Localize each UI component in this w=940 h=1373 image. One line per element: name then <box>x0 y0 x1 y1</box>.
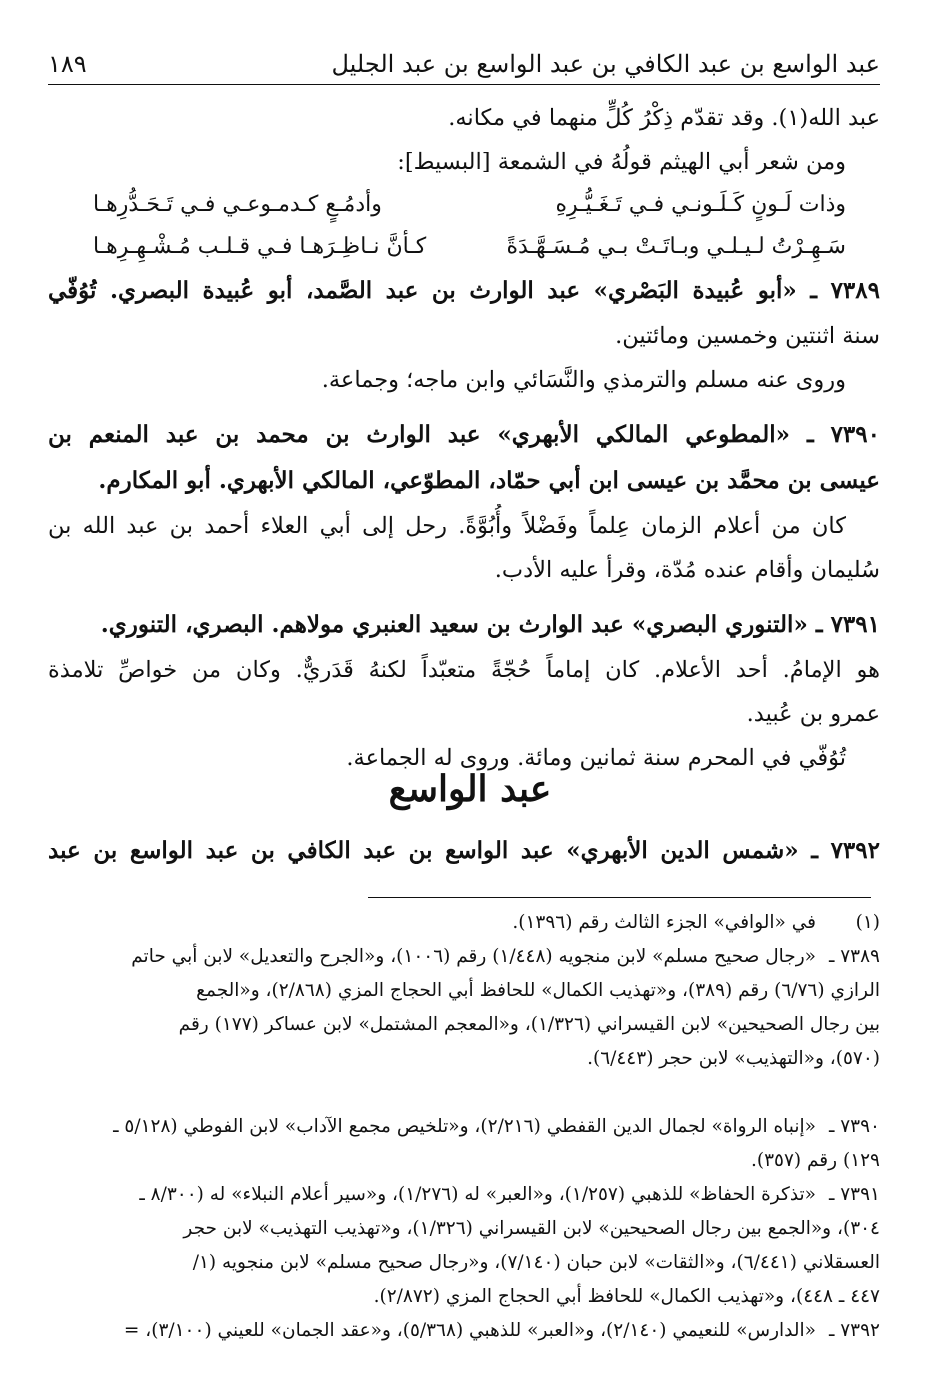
footnote-text: «إنباه الرواة» لجمال الدين القفطي (٢/٢١٦)، و«تلخيص مجمع الآداب» لابن الفوطي (٥/١٢٨ ـ <box>113 1116 816 1137</box>
footnote-continuation: العسقلاني (٦/٤٤١)، و«الثقات» لابن حبان (٧/١٤٠)، و«رجال صحيح مسلم» لابن منجويه (١/ <box>192 1252 880 1273</box>
entry-heading: ٧٣٩٠ ـ «المطوعي المالكي الأبهري» عبد الوارث بن محمد بن عبد المنعم بن <box>48 421 880 448</box>
footnotes <box>44 906 880 1348</box>
footnote-text: في «الوافي» الجزء الثالث رقم (١٣٩٦). <box>512 912 816 933</box>
verse-first-hemistich: وذات لَـونٍ كَـلَـونـي فـي تَـغَـيُّـرِهِ <box>555 192 846 217</box>
entry-heading: ٧٣٨٩ ـ «أبو عُبيدة البَصْري» عبد الوارث بن عبد الصَّمد، أبو عُبيدة البصري. تُوُفّي <box>48 277 880 304</box>
entry-text-line: هو الإمامُ. أحد الأعلام. كان إماماً حُجّةً متعبّداً لكنهُ قَدَريٌّ. وكان من خواصِّ تلامذة <box>48 657 880 683</box>
running-header <box>48 38 880 78</box>
footnote <box>44 940 880 974</box>
page-number: ١٨٩ <box>48 50 87 78</box>
footnote-text: «رجال صحيح مسلم» لابن منجويه (١/٤٤٨) رقم (١٠٠٦)، و«الجرح والتعديل» لابن أبي حاتم <box>131 946 816 967</box>
footnote-text: «تذكرة الحفاظ» للذهبي (١/٢٥٧)، و«العبر» له (١/٢٧٦)، و«سير أعلام النبلاء» له (٨/٣٠٠ ـ <box>139 1184 816 1205</box>
footnote-continuation <box>44 1076 880 1110</box>
footnote-continuation: (٥٧٠)، و«التهذيب» لابن حجر (٦/٤٤٣). <box>587 1048 880 1069</box>
entry-heading: ٧٣٩٢ ـ «شمس الدين الأبهري» عبد الواسع بن عبد الكافي بن عبد الواسع بن عبد <box>48 837 880 864</box>
entry-text-line: سُليمان وأقام عنده مُدّة، وقرأ عليه الأدب. <box>494 557 880 583</box>
footnote <box>44 906 880 940</box>
verse-line <box>48 184 880 226</box>
entry-text-line: كان من أعلام الزمان عِلماً وفَضْلاً وأُبُوَّةً. رحل إلى أبي العلاء أحمد بن عبد الله بن <box>48 513 846 539</box>
verse-second-hemistich: وأدمُـعٍ كـدمـوعـي فـي تَـحَـدُّرِهـا <box>93 192 382 217</box>
text-line: ومن شعر أبي الهيثم قولُهُ في الشمعة [البسيط]: <box>397 149 846 175</box>
footnote-continuation: ٤٤٧ ـ ٤٤٨)، و«تهذيب الكمال» للحافظ أبي الحجاج المزي (٢/٨٧٢). <box>373 1286 880 1307</box>
footnote-number: ٧٣٨٩ ـ <box>828 946 880 967</box>
verse-line <box>48 226 880 268</box>
verse-first-hemistich: سَـهِـرْتُ لـيـلـي وبـاتَـتْ بـي مُـسَـهَّـدَةً <box>506 234 846 259</box>
entry-text-line: سنة اثنتين وخمسين ومائتين. <box>615 323 880 349</box>
entry-text-line: عمرو بن عُبيد. <box>746 701 880 727</box>
section-entry <box>48 828 880 874</box>
footnote-text: «الدارس» للنعيمي (٢/١٤٠)، و«العبر» للذهبي (٥/٣٦٨)، و«عقد الجمان» للعيني (٣/١٠٠)، = <box>123 1320 816 1341</box>
section-title: عبد الواسع <box>388 768 552 810</box>
entry-heading: ٧٣٩١ ـ «التنوري البصري» عبد الوارث بن سعيد العنبري مولاهم. البصري، التنوري. <box>100 611 880 638</box>
footnote <box>44 1314 880 1348</box>
footnote <box>44 1178 880 1212</box>
footnote-continuation: ١٢٩) رقم (٣٥٧). <box>750 1150 880 1171</box>
text-line: عبد الله(١). وقد تقدّم ذِكْرُ كُلٍّ منهما في مكانه. <box>448 105 880 131</box>
footnote-continuation: بين رجال الصحيحين» لابن القيسراني (١/٣٢٦)، و«المعجم المشتمل» لابن عساكر (١٧٧) رقم <box>178 1014 880 1035</box>
footnote-rule <box>368 897 871 898</box>
header-rule <box>48 84 880 85</box>
footnote-number: ٧٣٩١ ـ <box>828 1184 880 1205</box>
footnote <box>44 1110 880 1144</box>
footnote-continuation: ٣٠٤)، و«الجمع بين رجال الصحيحين» لابن القيسراني (١/٣٢٦)، و«تهذيب التهذيب» لابن حجر <box>183 1218 880 1239</box>
spacer <box>48 402 880 412</box>
main-text <box>48 96 880 780</box>
spacer <box>48 592 880 602</box>
footnote-number: ٧٣٩٠ ـ <box>828 1116 880 1137</box>
verse-second-hemistich: كـأنَّ نـاظِـرَهـا فـي قـلـب مُـشْـهِـرِهـا <box>93 234 427 259</box>
entry-text-line: وروى عنه مسلم والترمذي والنَّسَائي وابن ماجه؛ وجماعة. <box>321 367 846 393</box>
footnote-number: ٧٣٩٢ ـ <box>828 1320 880 1341</box>
entry-heading: عيسى بن محمَّد بن عيسى ابن أبي حمّاد، المطوّعي، المالكي الأبهري. أبو المكارم. <box>98 467 880 494</box>
running-title: عبد الواسع بن عبد الكافي بن عبد الواسع بن عبد الجليل <box>331 50 880 78</box>
entry-text-line: تُوُفّي في المحرم سنة ثمانين ومائة. وروى له الجماعة. <box>346 745 846 771</box>
footnote-number: (١) <box>855 912 880 933</box>
footnote-continuation: الرازي (٦/٧٦) رقم (٣٨٩)، و«تهذيب الكمال» للحافظ أبي الحجاج المزي (٢/٨٦٨)، و«الجمع <box>196 980 880 1001</box>
